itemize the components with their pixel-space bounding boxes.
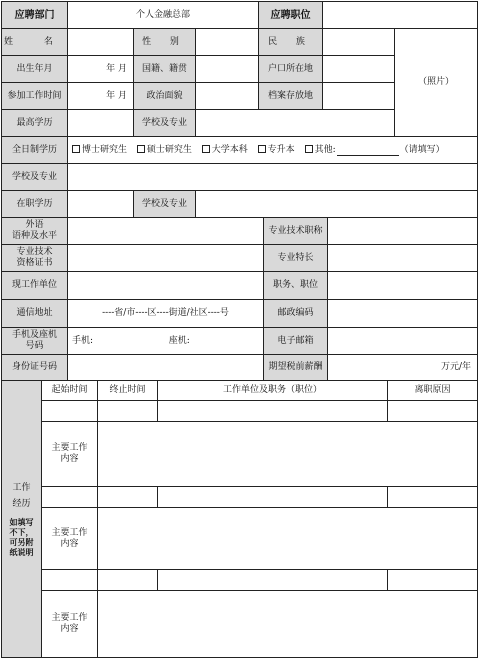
experience-section xyxy=(2,381,42,658)
exp2-content-label: 主要工作 内容 xyxy=(42,508,98,570)
exp3-content-label: 主要工作 内容 xyxy=(42,591,98,658)
mobile-label: 手机: xyxy=(72,335,94,346)
job-position-field[interactable] xyxy=(328,272,478,300)
specialty-label: 专业特长 xyxy=(264,245,328,272)
exp3-end[interactable] xyxy=(98,570,158,591)
exp1-end[interactable] xyxy=(98,401,158,422)
col-leave-reason: 离职原因 xyxy=(388,381,478,401)
language-field[interactable] xyxy=(68,218,264,245)
exp3-unit[interactable] xyxy=(158,570,388,591)
application-form xyxy=(1,1,477,659)
exp2-reason[interactable] xyxy=(388,487,478,508)
email-field[interactable] xyxy=(328,328,478,355)
edu-label: 最高学历 xyxy=(2,110,68,137)
current-unit-label: 现工作单位 xyxy=(2,272,68,300)
experience-label: 工作 经历 xyxy=(12,483,31,509)
language-label: 外语 语种及水平 xyxy=(2,218,68,245)
work-start-label: 参加工作时间 xyxy=(2,83,68,110)
phone-label: 手机及座机 号码 xyxy=(2,328,68,355)
email-label: 电子邮箱 xyxy=(264,328,328,355)
name-label: 姓 名 xyxy=(2,29,68,56)
experience-note: 如填写 不下， 可另附 纸说明 xyxy=(9,518,34,557)
specialty-field[interactable] xyxy=(328,245,478,272)
form-table-middle xyxy=(1,217,478,381)
checkbox-icon[interactable] xyxy=(258,145,266,153)
option-master[interactable]: 硕士研究生 xyxy=(137,145,192,155)
id-field[interactable] xyxy=(68,355,264,381)
exp2-end[interactable] xyxy=(98,487,158,508)
fulltime-school-label: 学校及专业 xyxy=(2,164,68,191)
tech-cert-label: 专业技术 资格证书 xyxy=(2,245,68,272)
checkbox-icon[interactable] xyxy=(137,145,145,153)
position-label: 应聘职位 xyxy=(259,2,323,29)
id-label: 身份证号码 xyxy=(2,355,68,381)
birth-field[interactable]: 年 月 xyxy=(68,56,134,83)
postal-label: 邮政编码 xyxy=(264,300,328,328)
political-field[interactable] xyxy=(196,83,259,110)
name-field[interactable] xyxy=(68,29,134,56)
exp1-reason[interactable] xyxy=(388,401,478,422)
col-end-time: 终止时间 xyxy=(98,381,158,401)
origin-field[interactable] xyxy=(196,56,259,83)
option-other[interactable]: 其他: （请填写） xyxy=(305,145,445,155)
phone-field[interactable] xyxy=(68,328,264,355)
onjob-school-label: 学校及专业 xyxy=(134,191,196,218)
position-value[interactable] xyxy=(323,2,478,29)
school-major-field[interactable] xyxy=(196,110,395,137)
current-unit-field[interactable] xyxy=(68,272,264,300)
tech-title-label: 专业技术职称 xyxy=(264,218,328,245)
exp2-content[interactable] xyxy=(98,508,478,570)
salary-field[interactable]: 万元/年 xyxy=(328,355,478,381)
option-phd[interactable]: 博士研究生 xyxy=(72,145,127,155)
exp3-reason[interactable] xyxy=(388,570,478,591)
origin-label: 国籍、籍贯 xyxy=(134,56,196,83)
gender-field[interactable] xyxy=(196,29,259,56)
ethnicity-field[interactable] xyxy=(323,29,395,56)
exp1-start[interactable] xyxy=(42,401,98,422)
salary-label: 期望税前薪酬 xyxy=(264,355,328,381)
checkbox-icon[interactable] xyxy=(202,145,210,153)
hukou-field[interactable] xyxy=(323,56,395,83)
exp2-start[interactable] xyxy=(42,487,98,508)
checkbox-icon[interactable] xyxy=(72,145,80,153)
postal-field[interactable] xyxy=(328,300,478,328)
other-blank[interactable] xyxy=(337,147,399,156)
address-label: 通信地址 xyxy=(2,300,68,328)
exp1-unit[interactable] xyxy=(158,401,388,422)
onjob-field[interactable] xyxy=(68,191,134,218)
exp1-content[interactable] xyxy=(98,422,478,487)
political-label: 政治面貌 xyxy=(134,83,196,110)
work-start-field[interactable]: 年 月 xyxy=(68,83,134,110)
col-start-time: 起始时间 xyxy=(42,381,98,401)
gender-label: 性 别 xyxy=(134,29,196,56)
form-table-top xyxy=(1,1,478,218)
exp3-start[interactable] xyxy=(42,570,98,591)
photo-box: （照片） xyxy=(395,29,478,137)
work-experience-table xyxy=(1,380,478,658)
job-position-label: 职务、职位 xyxy=(264,272,328,300)
checkbox-icon[interactable] xyxy=(305,145,313,153)
exp3-content[interactable] xyxy=(98,591,478,658)
ethnicity-label: 民 族 xyxy=(259,29,323,56)
archive-label: 档案存放地 xyxy=(259,83,323,110)
tech-title-field[interactable] xyxy=(328,218,478,245)
tech-cert-field[interactable] xyxy=(68,245,264,272)
fulltime-label: 全日制学历 xyxy=(2,137,68,164)
school-major-label: 学校及专业 xyxy=(134,110,196,137)
dept-label: 应聘部门 xyxy=(2,2,68,29)
address-field[interactable]: ----省/市----区----街道/社区----号 xyxy=(68,300,264,328)
fulltime-options xyxy=(68,137,478,164)
col-unit-position: 工作单位及职务（职位） xyxy=(158,381,388,401)
landline-label: 座机: xyxy=(168,335,190,346)
option-upgrade[interactable]: 专升本 xyxy=(258,145,295,155)
archive-field[interactable] xyxy=(323,83,395,110)
hukou-label: 户口所在地 xyxy=(259,56,323,83)
fulltime-school-field[interactable] xyxy=(68,164,478,191)
dept-value[interactable]: 个人金融总部 xyxy=(68,2,259,29)
birth-label: 出生年月 xyxy=(2,56,68,83)
exp1-content-label: 主要工作 内容 xyxy=(42,422,98,487)
exp2-unit[interactable] xyxy=(158,487,388,508)
edu-field[interactable] xyxy=(68,110,134,137)
onjob-school-field[interactable] xyxy=(196,191,478,218)
onjob-label: 在职学历 xyxy=(2,191,68,218)
option-bachelor[interactable]: 大学本科 xyxy=(202,145,248,155)
